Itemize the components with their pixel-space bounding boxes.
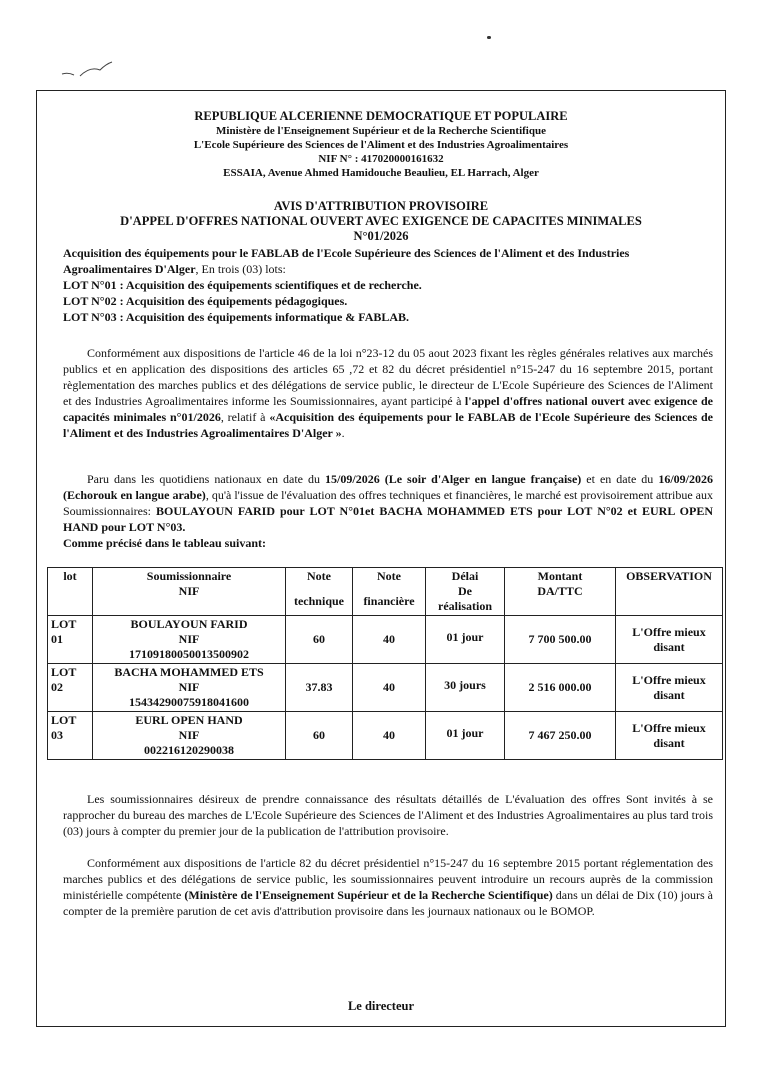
cell-note-fin: 40 bbox=[353, 664, 426, 712]
cell-soumissionnaire bbox=[93, 664, 286, 712]
obs-line2: disant bbox=[653, 687, 685, 702]
header-note-tech bbox=[286, 568, 353, 616]
cell-note-tech: 60 bbox=[286, 616, 353, 664]
cell-observation bbox=[616, 664, 723, 712]
cell-note-fin: 40 bbox=[353, 712, 426, 760]
table-row bbox=[48, 616, 723, 664]
header-soum-label: Soumissionnaire bbox=[146, 569, 232, 583]
paragraph-publication bbox=[63, 471, 713, 551]
cell-soumissionnaire bbox=[93, 616, 286, 664]
lot-label: LOT bbox=[51, 665, 77, 679]
address-line: ESSAIA, Avenue Ahmed Hamidouche Beaulieu, EL Harrach, Alger bbox=[223, 167, 539, 179]
nif-label: NIF bbox=[178, 632, 200, 646]
nif-value: 17109180050013500902 bbox=[129, 647, 249, 661]
lot-label: LOT bbox=[51, 617, 77, 631]
cell-lot bbox=[48, 616, 93, 664]
bidder-name: BOULAYOUN FARID bbox=[130, 617, 248, 631]
cell-delai: 01 jour bbox=[426, 712, 505, 760]
cell-montant: 7 700 500.00 bbox=[505, 616, 616, 664]
obs-line1: L'Offre mieux bbox=[632, 624, 706, 639]
paragraph-conformity bbox=[63, 345, 713, 441]
header-note-label: Note bbox=[377, 569, 401, 583]
para2-bold-3: BOULAYOUN FARID pour LOT N°01et BACHA MOHAMMED ETS pour LOT N°02 et EURL OPEN HAND pour LOT N°03. bbox=[63, 504, 713, 534]
notice-number: N°01/2026 bbox=[353, 229, 409, 243]
paragraph-recourse bbox=[63, 855, 713, 919]
pen-scribble-mark bbox=[60, 58, 120, 82]
cell-observation bbox=[616, 712, 723, 760]
results-table bbox=[47, 567, 723, 760]
para1-bold-2: «Acquisition des équipements pour le FABLAB de l'Ecole Supérieure des Sciences de l'Aliment et des Industries Agroalimentaires D'Alger » bbox=[63, 410, 713, 440]
header-soumissionnaire bbox=[93, 568, 286, 616]
header-montant bbox=[505, 568, 616, 616]
paragraph-consultation: Les soumissionnaires désireux de prendre connaissance des résultats détaillés de L'évaluation des offres Sont invités à se rapprocher du bureau des marches de L'Ecole Supérieure des Sciences de l'Aliment et des Industries Agroalimentaires au plus tard trois (03) jours à compter du premier jour de la publication de l'attribution provisoire. bbox=[63, 792, 713, 838]
lot-number: 03 bbox=[51, 728, 63, 742]
lot-item: LOT N°03 : Acquisition des équipements informatique & FABLAB. bbox=[63, 310, 410, 324]
para4-bold-1: (Ministère de l'Enseignement Supérieur et de la Recherche Scientifique) bbox=[184, 888, 553, 902]
header-note-label: Note bbox=[307, 569, 331, 583]
intro-section bbox=[63, 245, 713, 325]
table-intro: Comme précisé dans le tableau suivant: bbox=[63, 536, 266, 550]
lot-label: LOT bbox=[51, 713, 77, 727]
nif-label: NIF bbox=[178, 728, 200, 742]
stray-mark bbox=[487, 36, 491, 39]
cell-delai: 30 jours bbox=[426, 664, 505, 712]
lot-number: 02 bbox=[51, 680, 63, 694]
lot-number: 01 bbox=[51, 632, 63, 646]
intro-rest: , En trois (03) lots: bbox=[195, 262, 286, 276]
republic-title: REPUBLIQUE ALCERIENNE DEMOCRATIQUE ET POPULAIRE bbox=[194, 109, 568, 123]
ministry-line: Ministère de l'Enseignement Supérieur et de la Recherche Scientifique bbox=[216, 125, 546, 137]
cell-montant: 7 467 250.00 bbox=[505, 712, 616, 760]
obs-line1: L'Offre mieux bbox=[632, 672, 706, 687]
cell-lot bbox=[48, 712, 93, 760]
document-frame bbox=[36, 90, 726, 1027]
nif-value: 15434290075918041600 bbox=[129, 695, 249, 709]
header-de-label: De bbox=[458, 584, 472, 598]
cell-soumissionnaire bbox=[93, 712, 286, 760]
para1-text-1: Conformément aux dispositions de l'article 46 de la loi n°23-12 du 05 aout 2023 fixant les règles générales relatives aux marchés publics et en application des dispositions des articles 65 ,72 et 82 du décret présidentiel n°15-247 du 16 septembre 2015, portant règlementation des marches publics et des délégations de service public, le directeur de L'Ecole Supérieure des Sciences de l'Aliment et des Industries Agroalimentaires informe les Soumissionnaires, ayant participé à bbox=[63, 346, 713, 408]
table-row bbox=[48, 712, 723, 760]
nif-value: 002216120290038 bbox=[144, 743, 234, 757]
lot-item: LOT N°01 : Acquisition des équipements scientifiques et de recherche. bbox=[63, 278, 422, 292]
cell-note-tech: 60 bbox=[286, 712, 353, 760]
header-note-fin bbox=[353, 568, 426, 616]
header-observation: OBSERVATION bbox=[616, 568, 723, 616]
bidder-name: EURL OPEN HAND bbox=[135, 713, 243, 727]
para2-text-2: et en date du bbox=[581, 472, 659, 486]
para2-text-1: Paru dans les quotidiens nationaux en date du bbox=[87, 472, 326, 486]
lot-item: LOT N°02 : Acquisition des équipements pédagogiques. bbox=[63, 294, 348, 308]
header-delai-label: Délai bbox=[451, 569, 479, 583]
cell-note-fin: 40 bbox=[353, 616, 426, 664]
para4-text-2: dans un délai de Dix (10) jours à compter de la première parution de cet avis d'attribution provisoire dans les journaux nationaux ou le BOMOP. bbox=[63, 888, 714, 918]
obs-line2: disant bbox=[653, 735, 685, 750]
signature-line: Le directeur bbox=[347, 999, 415, 1013]
para1-text-3: . bbox=[341, 426, 345, 440]
cell-observation bbox=[616, 616, 723, 664]
table-row bbox=[48, 664, 723, 712]
para1-text-2: , relatif à bbox=[220, 410, 270, 424]
header-montant-label: Montant bbox=[537, 569, 583, 583]
intro-text bbox=[63, 245, 713, 277]
table-header-row bbox=[48, 568, 723, 616]
header-realisation-label: réalisation bbox=[438, 599, 492, 613]
header-nif-label: NIF bbox=[178, 584, 200, 598]
nif-line: NIF N° : 417020000161632 bbox=[318, 153, 444, 165]
para1-bold-1: l'appel d'offres national ouvert avec exigence de capacités minimales n°01/2026 bbox=[63, 394, 713, 424]
intro-bold: Acquisition des équipements pour le FABLAB de l'Ecole Supérieure des Sciences de l'Aliment et des Industries Agroalimentaires D'Alger bbox=[63, 246, 630, 276]
cell-note-tech: 37.83 bbox=[286, 664, 353, 712]
bidder-name: BACHA MOHAMMED ETS bbox=[114, 665, 264, 679]
nif-label: NIF bbox=[178, 680, 200, 694]
obs-line1: L'Offre mieux bbox=[632, 720, 706, 735]
notice-title-line1: AVIS D'ATTRIBUTION PROVISOIRE bbox=[273, 199, 489, 213]
para2-bold-1: 15/09/2026 (Le soir d'Alger en langue française) bbox=[325, 472, 582, 486]
para2-text-3: , qu'à l'issue de l'évaluation des offres techniques et financières, le marché est provisoirement attribue aux Soumissionnaires: bbox=[63, 488, 713, 518]
notice-title bbox=[37, 199, 725, 244]
cell-lot bbox=[48, 664, 93, 712]
obs-line2: disant bbox=[653, 639, 685, 654]
school-line: L'Ecole Supérieure des Sciences de l'Aliment et des Industries Agroalimentaires bbox=[193, 139, 569, 151]
para2-bold-2: 16/09/2026 (Echorouk en langue arabe) bbox=[63, 472, 713, 502]
header-currency-label: DA/TTC bbox=[537, 584, 583, 598]
header-tech-label: technique bbox=[293, 594, 344, 608]
header-delai bbox=[426, 568, 505, 616]
cell-montant: 2 516 000.00 bbox=[505, 664, 616, 712]
para4-text-1: Conformément aux dispositions de l'article 82 du décret présidentiel n°15-247 du 16 septembre 2015 portant réglementation des marches publics et des délégations de service public, les soumissionnaires peuvent introduire un recours auprès de la commission ministérielle compétente bbox=[63, 856, 713, 902]
header-lot: lot bbox=[48, 568, 93, 616]
notice-title-line2: D'APPEL D'OFFRES NATIONAL OUVERT AVEC EXIGENCE DE CAPACITES MINIMALES bbox=[120, 214, 642, 228]
letterhead bbox=[37, 109, 725, 180]
header-fin-label: financière bbox=[363, 594, 415, 608]
cell-delai: 01 jour bbox=[426, 616, 505, 664]
